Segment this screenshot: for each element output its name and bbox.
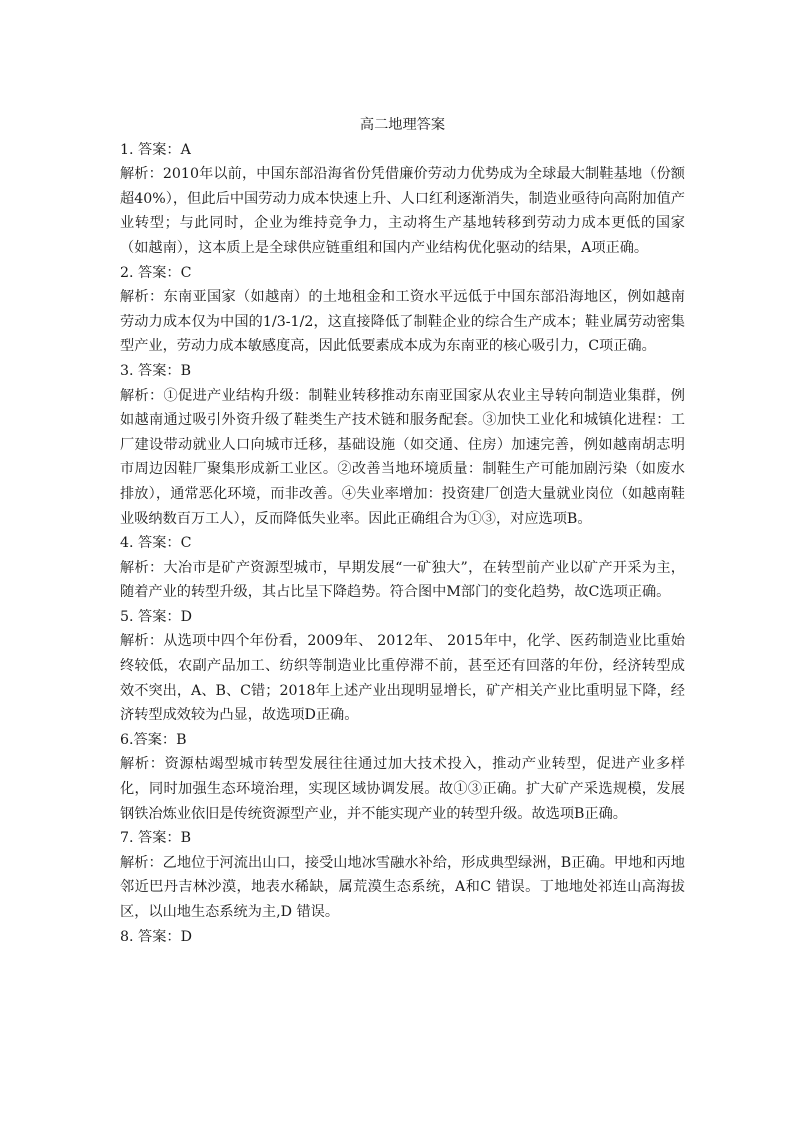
answer-item-5 [120,605,685,728]
answer-line: 8. 答案：D [120,928,192,945]
answer-item-1 [120,138,685,261]
answer-line: 4. 答案：C [120,535,192,552]
answer-item-6 [120,728,685,826]
answer-item-7 [120,826,685,924]
analysis-text: 解析：资源枯竭型城市转型发展往往通过加大技术投入，推动产业转型，促进产业多样化，同时加强生态环境治理，实现区域协调发展。故①③正确。扩大矿产采选规模，发展钢铁冶炼业依旧是传统资源型产业，并不能实现产业的转型升级。故选项B正确。 [120,756,685,822]
analysis-text: 解析：2010年以前，中国东部沿海省份凭借廉价劳动力优势成为全球最大制鞋基地（份额超40%），但此后中国劳动力成本快速上升、人口红利逐渐消失，制造业亟待向高附加值产业转型；与此同时，企业为维持竞争力，主动将生产基地转移到劳动力成本更低的国家（如越南），这本质上是全球供应链重组和国内产业结构优化驱动的结果，A项正确。 [120,166,685,256]
answer-line: 7. 答案：B [120,830,192,847]
analysis-text: 解析：东南亚国家（如越南）的土地租金和工资水平远低于中国东部沿海地区，例如越南劳动力成本仅为中国的1/3-1/2，这直接降低了制鞋企业的综合生产成本；鞋业属劳动密集型产业，劳动力成本敏感度高，因此低要素成本成为东南亚的核心吸引力，C项正确。 [120,289,685,355]
answer-document [120,113,685,949]
document-title: 高二地理答案 [359,117,446,133]
answer-line: 6.答案：B [120,731,187,748]
answer-item-8 [120,925,685,950]
analysis-text: 解析：从选项中四个年份看，2009年、 2012年、 2015年中，化学、医药制造业比重始终较低，农副产品加工、纺织等制造业比重停滞不前，甚至还有回落的年份，经济转型成效不突出，A、B、C错；2018年上述产业出现明显增长，矿产相关产业比重明显下降，经济转型成效较为凸显，故选项D正确。 [120,633,685,724]
answer-line: 5. 答案：D [120,608,192,625]
answer-line: 2. 答案：C [120,264,192,281]
answer-item-2 [120,261,685,359]
answer-line: 1. 答案：A [120,141,191,158]
answer-line: 3. 答案：B [120,362,192,379]
analysis-text: 解析：乙地位于河流出山口，接受山地冰雪融水补给，形成典型绿洲，B正确。甲地和丙地邻近巴丹吉林沙漠，地表水稀缺，属荒漠生态系统，A和C 错误。丁地地处祁连山高海拔区，以山地生态系统为主,D 错误。 [120,854,685,920]
answer-item-3 [120,359,685,531]
analysis-text: 解析：大冶市是矿产资源型城市，早期发展“一矿独大”，在转型前产业以矿产开采为主，随着产业的转型升级，其占比呈下降趋势。符合图中M部门的变化趋势，故C选项正确。 [120,559,685,601]
answer-item-4 [120,531,685,605]
analysis-text: 解析：①促进产业结构升级：制鞋业转移推动东南亚国家从农业主导转向制造业集群，例如越南通过吸引外资升级了鞋类生产技术链和服务配套。③加快工业化和城镇化进程：工厂建设带动就业人口向城市迁移，基础设施（如交通、住房）加速完善，例如越南胡志明市周边因鞋厂聚集形成新工业区。②改善当地环境质量：制鞋生产可能加剧污染（如废水排放），通常恶化环境，而非改善。④失业率增加：投资建厂创造大量就业岗位（如越南鞋业吸纳数百万工人），反而降低失业率。因此正确组合为①③，对应选项B。 [120,387,685,527]
